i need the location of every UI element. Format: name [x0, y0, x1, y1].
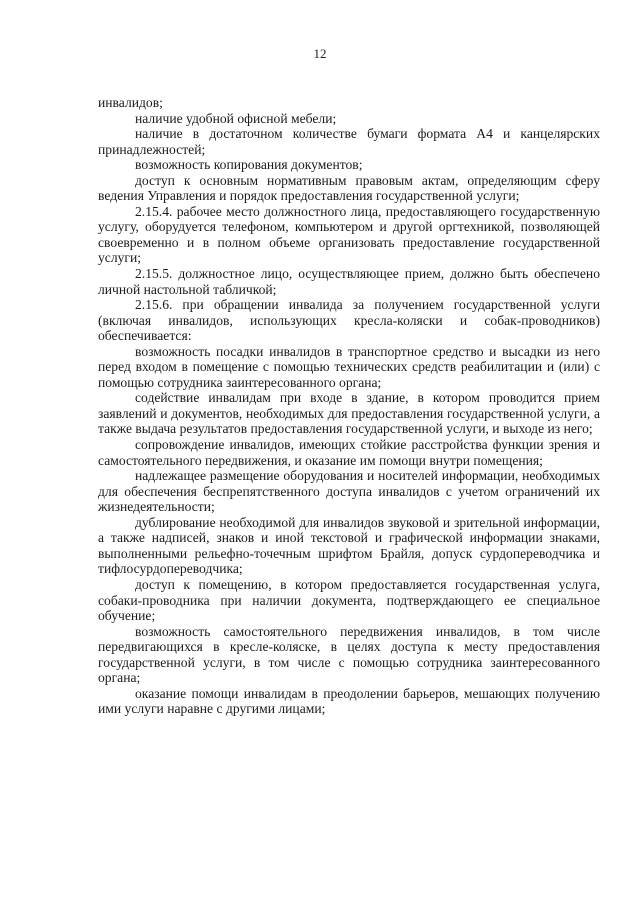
paragraph-2-15-4: 2.15.4. рабочее место должностного лица, предоставляющего государственную услугу, оборудуется телефоном, компьютером и другой оргтехникой, позволяющей своевременно и в полном объеме организовать предоставление государственной услуги;: [98, 203, 600, 266]
paragraph-vehicle-boarding: возможность посадки инвалидов в транспортное средство и высадки из него перед входом в помещение с помощью технических средств реабилитации и (или) с помощью сотрудника заинтересованного органа;: [98, 343, 600, 390]
paragraph-2-15-5: 2.15.5. должностное лицо, осуществляющее прием, должно быть обеспечено личной настольной табличкой;: [98, 266, 600, 297]
paragraph-escort: сопровождение инвалидов, имеющих стойкие расстройства функции зрения и самостоятельного передвижения, и оказание им помощи внутри помещения;: [98, 437, 600, 468]
document-body: [98, 95, 600, 717]
paragraph-copying: возможность копирования документов;: [135, 157, 363, 173]
page-number: 12: [313, 46, 327, 61]
paragraph-paper-supplies: наличие в достаточном количестве бумаги формата А4 и канцелярских принадлежностей;: [98, 126, 600, 157]
paragraph-2-15-6: 2.15.6. при обращении инвалида за получением государственной услуги (включая инвалидов, использующих кресла-коляски и собак-проводников) обеспечивается:: [98, 297, 600, 344]
paragraph-wheelchair-movement: возможность самостоятельного передвижения инвалидов, в том числе передвигающихся в кресле-коляске, в целях доступа к месту предоставления государственной услуги, в том числе с помощью сотрудника заинтересованного органа;: [98, 623, 600, 686]
paragraph-building-entry: содействие инвалидам при входе в здание, в котором проводится прием заявлений и документов, необходимых для предоставления государственной услуги, а также выдача результатов предоставления государственной услуги, и выходе из него;: [98, 390, 600, 437]
paragraph-continuation: инвалидов;: [98, 95, 163, 110]
paragraph-equipment-placement: надлежащее размещение оборудования и носителей информации, необходимых для обеспечения беспрепятственного доступа инвалидов с учетом ограничений их жизнедеятельности;: [98, 468, 600, 515]
paragraph-barrier-assistance: оказание помощи инвалидам в преодолении барьеров, мешающих получению ими услуги наравне с другими лицами;: [98, 685, 600, 717]
paragraph-braille-duplication: дублирование необходимой для инвалидов звуковой и зрительной информации, а также надписей, знаков и иной текстовой и графической информации знаками, выполненными рельефно-точечным шрифтом Брайля, допуск сурдопереводчика и тифлосурдопереводчика;: [98, 514, 600, 577]
paragraph-guide-dog: доступ к помещению, в котором предоставляется государственная услуга, собаки-проводника при наличии документа, подтверждающего ее специальное обучение;: [98, 576, 600, 624]
paragraph-legal-acts-access: доступ к основным нормативным правовым актам, определяющим сферу ведения Управления и порядок предоставления государственной услуги;: [98, 172, 600, 204]
paragraph-office-furniture: наличие удобной офисной мебели;: [135, 110, 337, 126]
